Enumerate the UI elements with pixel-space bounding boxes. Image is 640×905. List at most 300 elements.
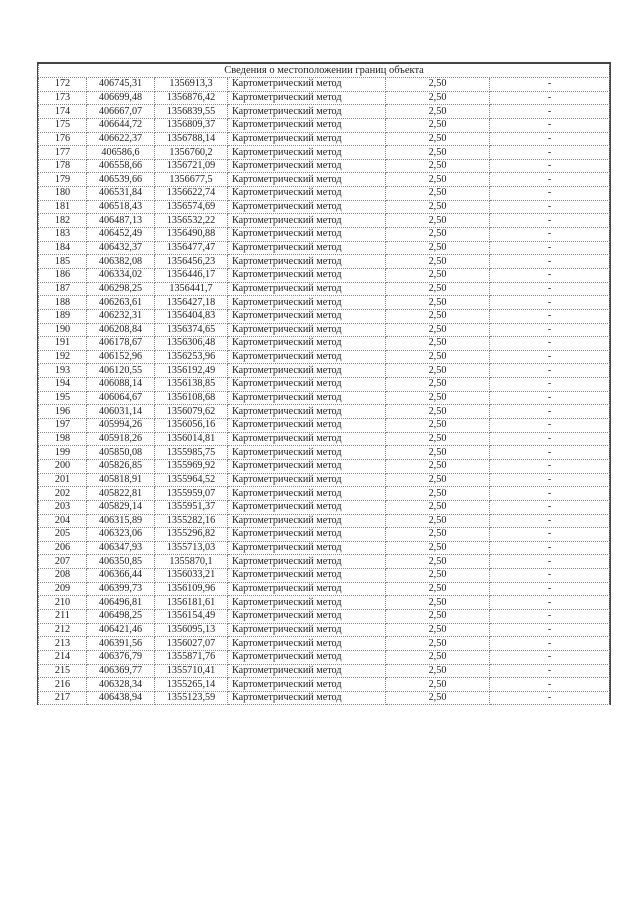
accuracy-cell: 2,50 [386, 214, 490, 228]
x-coordinate-cell: 406432,37 [87, 241, 155, 255]
accuracy-cell: 2,50 [386, 105, 490, 119]
description-cell: - [490, 200, 610, 214]
y-coordinate-cell: 1356192,49 [155, 364, 228, 378]
description-cell: - [490, 459, 610, 473]
point-number-cell: 202 [39, 487, 87, 501]
x-coordinate-cell: 406031,14 [87, 405, 155, 419]
point-number-cell: 194 [39, 378, 87, 392]
accuracy-cell: 2,50 [386, 609, 490, 623]
method-cell: Картометрический метод [228, 173, 386, 187]
method-cell: Картометрический метод [228, 419, 386, 433]
table-row [39, 623, 610, 637]
x-coordinate-cell: 406315,89 [87, 514, 155, 528]
y-coordinate-cell: 1356477,47 [155, 241, 228, 255]
accuracy-cell: 2,50 [386, 405, 490, 419]
table-row [39, 132, 610, 146]
method-cell: Картометрический метод [228, 78, 386, 92]
y-coordinate-cell: 1355969,92 [155, 459, 228, 473]
point-number-cell: 199 [39, 446, 87, 460]
x-coordinate-cell: 406391,56 [87, 637, 155, 651]
description-cell: - [490, 528, 610, 542]
accuracy-cell: 2,50 [386, 364, 490, 378]
method-cell: Картометрический метод [228, 337, 386, 351]
y-coordinate-cell: 1356027,07 [155, 637, 228, 651]
table-row [39, 323, 610, 337]
method-cell: Картометрический метод [228, 487, 386, 501]
point-number-cell: 193 [39, 364, 87, 378]
x-coordinate-cell: 406531,84 [87, 187, 155, 201]
x-coordinate-cell: 406263,61 [87, 296, 155, 310]
point-number-cell: 182 [39, 214, 87, 228]
x-coordinate-cell: 406496,81 [87, 596, 155, 610]
point-number-cell: 196 [39, 405, 87, 419]
x-coordinate-cell: 406298,25 [87, 282, 155, 296]
description-cell: - [490, 569, 610, 583]
table-row [39, 582, 610, 596]
y-coordinate-cell: 1355959,07 [155, 487, 228, 501]
x-coordinate-cell: 406498,25 [87, 609, 155, 623]
y-coordinate-cell: 1356446,17 [155, 268, 228, 282]
description-cell: - [490, 514, 610, 528]
table-row [39, 282, 610, 296]
x-coordinate-cell: 406382,08 [87, 255, 155, 269]
point-number-cell: 177 [39, 146, 87, 160]
table-row [39, 487, 610, 501]
description-cell: - [490, 268, 610, 282]
description-cell: - [490, 664, 610, 678]
y-coordinate-cell: 1355710,41 [155, 664, 228, 678]
x-coordinate-cell: 406152,96 [87, 350, 155, 364]
table-row [39, 473, 610, 487]
accuracy-cell: 2,50 [386, 241, 490, 255]
x-coordinate-cell: 406438,94 [87, 691, 155, 705]
x-coordinate-cell: 406232,31 [87, 309, 155, 323]
y-coordinate-cell: 1356809,37 [155, 118, 228, 132]
accuracy-cell: 2,50 [386, 200, 490, 214]
x-coordinate-cell: 405850,08 [87, 446, 155, 460]
method-cell: Картометрический метод [228, 132, 386, 146]
x-coordinate-cell: 406369,77 [87, 664, 155, 678]
x-coordinate-cell: 405994,26 [87, 419, 155, 433]
accuracy-cell: 2,50 [386, 132, 490, 146]
table-row [39, 609, 610, 623]
accuracy-cell: 2,50 [386, 282, 490, 296]
description-cell: - [490, 555, 610, 569]
y-coordinate-cell: 1355870,1 [155, 555, 228, 569]
y-coordinate-cell: 1356788,14 [155, 132, 228, 146]
y-coordinate-cell: 1355964,52 [155, 473, 228, 487]
point-number-cell: 210 [39, 596, 87, 610]
method-cell: Картометрический метод [228, 500, 386, 514]
description-cell: - [490, 132, 610, 146]
accuracy-cell: 2,50 [386, 419, 490, 433]
accuracy-cell: 2,50 [386, 173, 490, 187]
method-cell: Картометрический метод [228, 582, 386, 596]
table-row [39, 228, 610, 242]
y-coordinate-cell: 1356839,55 [155, 105, 228, 119]
table-row [39, 296, 610, 310]
description-cell: - [490, 691, 610, 705]
table-row [39, 187, 610, 201]
description-cell: - [490, 146, 610, 160]
y-coordinate-cell: 1356306,48 [155, 337, 228, 351]
accuracy-cell: 2,50 [386, 650, 490, 664]
accuracy-cell: 2,50 [386, 459, 490, 473]
y-coordinate-cell: 1356427,18 [155, 296, 228, 310]
description-cell: - [490, 487, 610, 501]
y-coordinate-cell: 1356056,16 [155, 419, 228, 433]
description-cell: - [490, 214, 610, 228]
table-row [39, 118, 610, 132]
point-number-cell: 173 [39, 91, 87, 105]
y-coordinate-cell: 1356622,74 [155, 187, 228, 201]
boundary-table-frame [37, 62, 611, 705]
description-cell: - [490, 391, 610, 405]
description-cell: - [490, 623, 610, 637]
method-cell: Картометрический метод [228, 473, 386, 487]
description-cell: - [490, 255, 610, 269]
description-cell: - [490, 173, 610, 187]
method-cell: Картометрический метод [228, 214, 386, 228]
method-cell: Картометрический метод [228, 432, 386, 446]
table-row [39, 391, 610, 405]
method-cell: Картометрический метод [228, 200, 386, 214]
table-row [39, 255, 610, 269]
description-cell: - [490, 228, 610, 242]
description-cell: - [490, 378, 610, 392]
description-cell: - [490, 187, 610, 201]
accuracy-cell: 2,50 [386, 146, 490, 160]
table-row [39, 678, 610, 692]
accuracy-cell: 2,50 [386, 691, 490, 705]
y-coordinate-cell: 1355713,03 [155, 541, 228, 555]
method-cell: Картометрический метод [228, 364, 386, 378]
x-coordinate-cell: 406452,49 [87, 228, 155, 242]
method-cell: Картометрический метод [228, 596, 386, 610]
description-cell: - [490, 91, 610, 105]
point-number-cell: 216 [39, 678, 87, 692]
description-cell: - [490, 309, 610, 323]
table-row [39, 446, 610, 460]
table-row [39, 378, 610, 392]
point-number-cell: 209 [39, 582, 87, 596]
table-row [39, 664, 610, 678]
x-coordinate-cell: 406178,67 [87, 337, 155, 351]
y-coordinate-cell: 1356033,21 [155, 569, 228, 583]
method-cell: Картометрический метод [228, 187, 386, 201]
table-row [39, 337, 610, 351]
point-number-cell: 201 [39, 473, 87, 487]
table-title: Сведения о местоположении границ объекта [39, 64, 610, 78]
accuracy-cell: 2,50 [386, 78, 490, 92]
table-row [39, 459, 610, 473]
x-coordinate-cell: 406644,72 [87, 118, 155, 132]
table-row [39, 159, 610, 173]
point-number-cell: 183 [39, 228, 87, 242]
method-cell: Картометрический метод [228, 146, 386, 160]
y-coordinate-cell: 1355985,75 [155, 446, 228, 460]
table-row [39, 650, 610, 664]
point-number-cell: 185 [39, 255, 87, 269]
point-number-cell: 175 [39, 118, 87, 132]
method-cell: Картометрический метод [228, 296, 386, 310]
y-coordinate-cell: 1355282,16 [155, 514, 228, 528]
description-cell: - [490, 118, 610, 132]
y-coordinate-cell: 1356677,5 [155, 173, 228, 187]
accuracy-cell: 2,50 [386, 528, 490, 542]
accuracy-cell: 2,50 [386, 555, 490, 569]
x-coordinate-cell: 406518,43 [87, 200, 155, 214]
table-row [39, 350, 610, 364]
point-number-cell: 197 [39, 419, 87, 433]
accuracy-cell: 2,50 [386, 637, 490, 651]
method-cell: Картометрический метод [228, 282, 386, 296]
y-coordinate-cell: 1356108,68 [155, 391, 228, 405]
y-coordinate-cell: 1356109,96 [155, 582, 228, 596]
description-cell: - [490, 364, 610, 378]
point-number-cell: 187 [39, 282, 87, 296]
description-cell: - [490, 241, 610, 255]
description-cell: - [490, 350, 610, 364]
accuracy-cell: 2,50 [386, 309, 490, 323]
accuracy-cell: 2,50 [386, 350, 490, 364]
y-coordinate-cell: 1356253,96 [155, 350, 228, 364]
x-coordinate-cell: 406487,13 [87, 214, 155, 228]
point-number-cell: 192 [39, 350, 87, 364]
method-cell: Картометрический метод [228, 459, 386, 473]
description-cell: - [490, 446, 610, 460]
point-number-cell: 205 [39, 528, 87, 542]
y-coordinate-cell: 1355871,76 [155, 650, 228, 664]
point-number-cell: 208 [39, 569, 87, 583]
x-coordinate-cell: 405826,85 [87, 459, 155, 473]
description-cell: - [490, 105, 610, 119]
accuracy-cell: 2,50 [386, 514, 490, 528]
method-cell: Картометрический метод [228, 637, 386, 651]
y-coordinate-cell: 1355951,37 [155, 500, 228, 514]
accuracy-cell: 2,50 [386, 432, 490, 446]
point-number-cell: 214 [39, 650, 87, 664]
table-row [39, 569, 610, 583]
point-number-cell: 212 [39, 623, 87, 637]
table-row [39, 419, 610, 433]
y-coordinate-cell: 1356181,61 [155, 596, 228, 610]
x-coordinate-cell: 406558,66 [87, 159, 155, 173]
method-cell: Картометрический метод [228, 350, 386, 364]
y-coordinate-cell: 1356138,85 [155, 378, 228, 392]
x-coordinate-cell: 406421,46 [87, 623, 155, 637]
description-cell: - [490, 609, 610, 623]
method-cell: Картометрический метод [228, 118, 386, 132]
description-cell: - [490, 473, 610, 487]
y-coordinate-cell: 1356154,49 [155, 609, 228, 623]
table-row [39, 309, 610, 323]
method-cell: Картометрический метод [228, 569, 386, 583]
point-number-cell: 190 [39, 323, 87, 337]
y-coordinate-cell: 1356014,81 [155, 432, 228, 446]
point-number-cell: 178 [39, 159, 87, 173]
method-cell: Картометрический метод [228, 446, 386, 460]
description-cell: - [490, 432, 610, 446]
point-number-cell: 195 [39, 391, 87, 405]
point-number-cell: 206 [39, 541, 87, 555]
accuracy-cell: 2,50 [386, 159, 490, 173]
y-coordinate-cell: 1355123,59 [155, 691, 228, 705]
x-coordinate-cell: 406088,14 [87, 378, 155, 392]
x-coordinate-cell: 406366,44 [87, 569, 155, 583]
y-coordinate-cell: 1356490,88 [155, 228, 228, 242]
table-row [39, 405, 610, 419]
method-cell: Картометрический метод [228, 241, 386, 255]
method-cell: Картометрический метод [228, 691, 386, 705]
table-row [39, 500, 610, 514]
accuracy-cell: 2,50 [386, 268, 490, 282]
method-cell: Картометрический метод [228, 650, 386, 664]
description-cell: - [490, 337, 610, 351]
point-number-cell: 204 [39, 514, 87, 528]
description-cell: - [490, 296, 610, 310]
x-coordinate-cell: 406622,37 [87, 132, 155, 146]
y-coordinate-cell: 1355265,14 [155, 678, 228, 692]
description-cell: - [490, 405, 610, 419]
accuracy-cell: 2,50 [386, 323, 490, 337]
table-row [39, 541, 610, 555]
point-number-cell: 198 [39, 432, 87, 446]
table-row [39, 78, 610, 92]
y-coordinate-cell: 1356374,65 [155, 323, 228, 337]
accuracy-cell: 2,50 [386, 255, 490, 269]
method-cell: Картометрический метод [228, 405, 386, 419]
description-cell: - [490, 78, 610, 92]
y-coordinate-cell: 1356532,22 [155, 214, 228, 228]
y-coordinate-cell: 1356079,62 [155, 405, 228, 419]
accuracy-cell: 2,50 [386, 296, 490, 310]
x-coordinate-cell: 405822,81 [87, 487, 155, 501]
x-coordinate-cell: 406347,93 [87, 541, 155, 555]
accuracy-cell: 2,50 [386, 487, 490, 501]
x-coordinate-cell: 405829,14 [87, 500, 155, 514]
point-number-cell: 172 [39, 78, 87, 92]
table-row [39, 91, 610, 105]
description-cell: - [490, 419, 610, 433]
method-cell: Картометрический метод [228, 378, 386, 392]
x-coordinate-cell: 406539,66 [87, 173, 155, 187]
accuracy-cell: 2,50 [386, 187, 490, 201]
accuracy-cell: 2,50 [386, 473, 490, 487]
x-coordinate-cell: 406208,84 [87, 323, 155, 337]
point-number-cell: 186 [39, 268, 87, 282]
description-cell: - [490, 637, 610, 651]
table-row [39, 146, 610, 160]
description-cell: - [490, 596, 610, 610]
x-coordinate-cell: 405818,91 [87, 473, 155, 487]
table-row [39, 432, 610, 446]
point-number-cell: 215 [39, 664, 87, 678]
table-row [39, 214, 610, 228]
table-row [39, 691, 610, 705]
y-coordinate-cell: 1356721,09 [155, 159, 228, 173]
description-cell: - [490, 582, 610, 596]
method-cell: Картометрический метод [228, 268, 386, 282]
point-number-cell: 200 [39, 459, 87, 473]
x-coordinate-cell: 406064,67 [87, 391, 155, 405]
point-number-cell: 180 [39, 187, 87, 201]
accuracy-cell: 2,50 [386, 664, 490, 678]
x-coordinate-cell: 406667,07 [87, 105, 155, 119]
description-cell: - [490, 282, 610, 296]
method-cell: Картометрический метод [228, 623, 386, 637]
method-cell: Картометрический метод [228, 528, 386, 542]
x-coordinate-cell: 406399,73 [87, 582, 155, 596]
accuracy-cell: 2,50 [386, 623, 490, 637]
point-number-cell: 179 [39, 173, 87, 187]
point-number-cell: 181 [39, 200, 87, 214]
method-cell: Картометрический метод [228, 159, 386, 173]
x-coordinate-cell: 406586,6 [87, 146, 155, 160]
x-coordinate-cell: 406334,02 [87, 268, 155, 282]
y-coordinate-cell: 1355296,82 [155, 528, 228, 542]
accuracy-cell: 2,50 [386, 378, 490, 392]
point-number-cell: 176 [39, 132, 87, 146]
table-row [39, 268, 610, 282]
description-cell: - [490, 541, 610, 555]
method-cell: Картометрический метод [228, 323, 386, 337]
description-cell: - [490, 500, 610, 514]
table-row [39, 173, 610, 187]
description-cell: - [490, 159, 610, 173]
point-number-cell: 184 [39, 241, 87, 255]
accuracy-cell: 2,50 [386, 582, 490, 596]
accuracy-cell: 2,50 [386, 541, 490, 555]
accuracy-cell: 2,50 [386, 91, 490, 105]
accuracy-cell: 2,50 [386, 118, 490, 132]
point-number-cell: 217 [39, 691, 87, 705]
method-cell: Картометрический метод [228, 541, 386, 555]
method-cell: Картометрический метод [228, 309, 386, 323]
accuracy-cell: 2,50 [386, 500, 490, 514]
y-coordinate-cell: 1356760,2 [155, 146, 228, 160]
x-coordinate-cell: 406350,85 [87, 555, 155, 569]
x-coordinate-cell: 406699,48 [87, 91, 155, 105]
y-coordinate-cell: 1356876,42 [155, 91, 228, 105]
point-number-cell: 188 [39, 296, 87, 310]
y-coordinate-cell: 1356095,13 [155, 623, 228, 637]
method-cell: Картометрический метод [228, 555, 386, 569]
accuracy-cell: 2,50 [386, 391, 490, 405]
y-coordinate-cell: 1356456,23 [155, 255, 228, 269]
table-row [39, 514, 610, 528]
table-title-row [39, 64, 610, 78]
y-coordinate-cell: 1356574,69 [155, 200, 228, 214]
table-row [39, 241, 610, 255]
table-row [39, 105, 610, 119]
point-number-cell: 174 [39, 105, 87, 119]
table-row [39, 555, 610, 569]
method-cell: Картометрический метод [228, 255, 386, 269]
accuracy-cell: 2,50 [386, 228, 490, 242]
method-cell: Картометрический метод [228, 91, 386, 105]
method-cell: Картометрический метод [228, 514, 386, 528]
boundary-table [38, 64, 610, 705]
x-coordinate-cell: 405918,26 [87, 432, 155, 446]
y-coordinate-cell: 1356441,7 [155, 282, 228, 296]
x-coordinate-cell: 406376,79 [87, 650, 155, 664]
point-number-cell: 189 [39, 309, 87, 323]
x-coordinate-cell: 406328,34 [87, 678, 155, 692]
description-cell: - [490, 678, 610, 692]
accuracy-cell: 2,50 [386, 678, 490, 692]
x-coordinate-cell: 406323,06 [87, 528, 155, 542]
